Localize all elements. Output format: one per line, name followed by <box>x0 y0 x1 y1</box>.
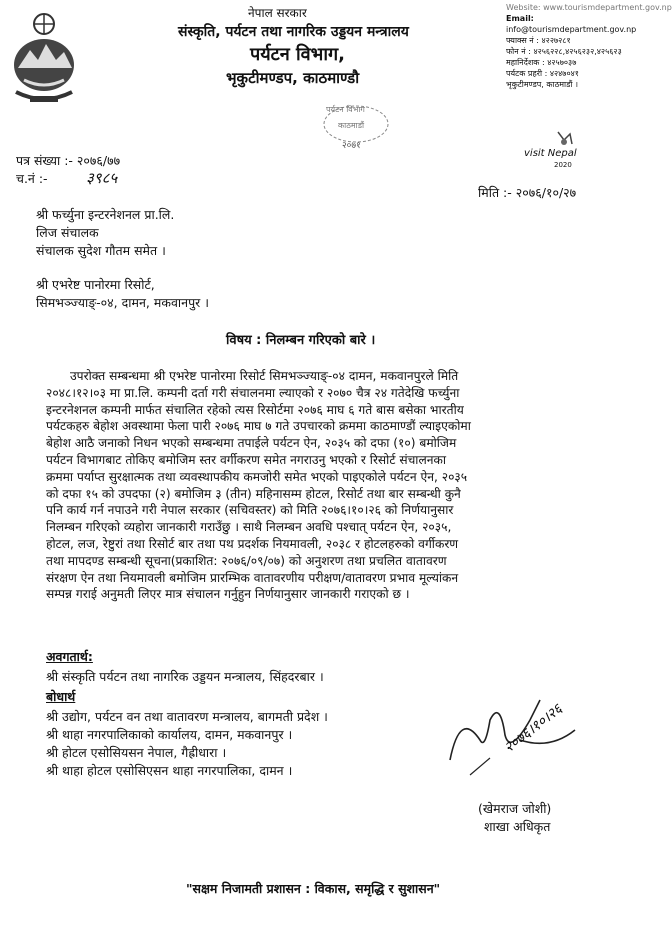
bodhartha-item: श्री थाहा होटल एसोसिएसन थाहा नगरपालिका, दामन । <box>46 763 293 778</box>
body-line: को दफा १५ को उपदफा (२) बमोजिम ३ (तीन) महिनासम्म होटल, रिसोर्ट तथा बार सम्बन्धी कुनै <box>46 486 461 501</box>
body-line: पर्यटकहरु बेहोश अवस्थामा फेला पारी २०७६ माघ ७ गते उपचारको क्रममा काठमाण्डौं ल्याइएकोमा <box>46 419 471 434</box>
contact-address: भृकुटीमण्डप, काठमाडौं । <box>506 80 579 89</box>
department-name: पर्यटन विभाग, <box>250 44 345 65</box>
signature-date: २०७६।१०।२६ <box>501 701 566 757</box>
body-line: संरक्षण ऐन तथा नियमावली बमोजिम प्रारम्भिक वातावरणीय परीक्षण/वातावरण प्रभाव मूल्यांकन <box>46 570 459 585</box>
signatory-designation: शाखा अधिकृत <box>484 819 551 834</box>
visit-nepal-year: 2020 <box>554 161 572 169</box>
contact-website: Website: www.tourismdepartment.gov.np <box>506 3 672 12</box>
recipient-2-line-2: सिमभञ्ज्याङ्-०४, दामन, मकवानपुर । <box>36 295 209 310</box>
body-line: क्रममा पर्याप्त सुरक्षात्मक तथा व्यवस्थापकीय कमजोरी समेत भएको पाइएकोले पर्यटन ऐन, २०३५ <box>46 469 468 484</box>
footer-slogan: "सक्षम निजामती प्रशासन : विकास, समृद्धि र सुशासन" <box>186 881 441 896</box>
chalani-number: ३९८५ <box>86 169 118 187</box>
contact-block <box>506 2 672 90</box>
letter-date: मिति :- २०७६/१०/२७ <box>478 185 577 200</box>
contact-dg: महानिर्देशक : ४२५७०३७ <box>506 58 577 67</box>
body-line: २०४८।१२।०३ मा प्रा.लि. कम्पनी दर्ता गरी संचालनमा ल्याएको र २०७० चैत्र २४ गतेदेखि फर्च्युना <box>46 385 460 400</box>
contact-phone: फोन नं : ४२५६२२८,४२५६२३२,४२५६२३ <box>506 47 622 56</box>
visit-nepal-logo <box>524 128 584 174</box>
awagatartha-title: अवगतार्थ: <box>46 649 93 664</box>
recipient-1-line-1: श्री फर्च्युना इन्टरनेशनल प्रा.लि. <box>36 207 175 222</box>
stamp-line-1: पर्यटन विभाग <box>326 105 365 114</box>
body-line: इन्टरनेशनल कम्पनी मार्फत संचालित रहेको त्यस रिसोर्टमा २०७६ माघ ६ गते बास बसेका भारतीय <box>46 402 464 417</box>
body-line: पनि कार्य गर्न नपाउने गरी नेपाल सरकार (सचिवस्तर) को मिति २०७६।१०।२६ को निर्णयानुसार <box>46 503 454 518</box>
recipient-1-line-2: लिज संचालक <box>36 225 99 240</box>
bodhartha-item: श्री उद्योग, पर्यटन वन तथा वातावरण मन्त्रालय, बागमती प्रदेश । <box>46 709 328 724</box>
stamp-line-2: काठमाडौं <box>338 121 365 130</box>
recipient-1-line-3: संचालक सुदेश गौतम समेत । <box>36 243 166 258</box>
body-line: सम्पन्न गराई अनुमती लिएर मात्र संचालन गर्नुहुन निर्णयानुसार जानकारी गराएको छ । <box>46 587 410 602</box>
body-line: होटल, लज, रेष्टुरां तथा रिसोर्ट बार तथा पथ प्रदर्शक नियमावली, २०३८ र होटलहरुको वर्गीकरण <box>46 536 459 551</box>
patra-sankhya: पत्र संख्या :- २०७६/७७ <box>16 153 121 168</box>
body-line: बेहोश आठै जनाको निधन भएको सम्बन्धमा तपाईले पर्यटन ऐन, २०३५ को दफा (१०) बमोजिम <box>46 436 457 451</box>
signatory-name: (खेमराज जोशी) <box>478 801 552 816</box>
office-stamp <box>320 100 392 160</box>
contact-email[interactable]: info@tourismdepartment.gov.np <box>506 25 637 34</box>
subject-line: विषय : निलम्बन गरिएको बारे । <box>226 333 376 348</box>
contact-email-label: Email: <box>506 14 534 23</box>
body-line: तथा मापदण्ड सम्बन्धी सूचना(प्रकाशित: २०७६/०९/०७) को अनुशरण तथा प्रचलित वातावरण <box>46 553 447 568</box>
visit-nepal-text: visit Nepal <box>524 148 577 159</box>
handwritten-signature <box>430 680 580 790</box>
department-location: भृकुटीमण्डप, काठमाण्डौ <box>226 69 360 87</box>
body-line: पर्यटन विभागबाट तोकिए बमोजिम स्तर वर्गीकरण समेत नगराउनु भएको र रिसोर्ट संचालनका <box>46 452 447 467</box>
body-line: निलम्बन गरिएको व्यहोरा जानकारी गराउँछु । साथै निलम्बन अवधि पश्चात् पर्यटन ऐन, २०३५, <box>46 520 452 535</box>
bodhartha-item: श्री होटल एसोसियसन नेपाल, गैह्रीधारा । <box>46 745 227 760</box>
chalani-label: च.नं :- <box>16 171 48 186</box>
contact-fax: फ्याक्स नं : ४२२७२८१ <box>506 36 571 45</box>
bodhartha-item: श्री थाहा नगरपालिकाको कार्यालय, दामन, मकवानपुर । <box>46 727 293 742</box>
nepal-emblem-icon <box>10 10 78 110</box>
stamp-line-3: २०७१ <box>342 141 361 151</box>
bodhartha-title: बोधार्थ <box>46 689 76 704</box>
recipient-2-line-1: श्री एभरेष्ट पानोरमा रिसोर्ट, <box>36 277 155 292</box>
letter-body <box>46 368 606 603</box>
ministry-name: संस्कृति, पर्यटन तथा नागरिक उड्डयन मन्त्रालय <box>178 24 409 40</box>
govt-label: नेपाल सरकार <box>248 6 307 20</box>
awagatartha-item: श्री संस्कृति पर्यटन तथा नागरिक उड्डयन मन्त्रालय, सिंहदरबार । <box>46 669 324 684</box>
contact-tourist-police: पर्यटक प्रहरी : ४२४७०४१ <box>506 69 579 78</box>
body-line: उपरोक्त सम्बन्धमा श्री एभरेष्ट पानोरमा रिसोर्ट सिमभञ्ज्याङ्-०४ दामन, मकवानपुरले मिति <box>70 369 459 383</box>
